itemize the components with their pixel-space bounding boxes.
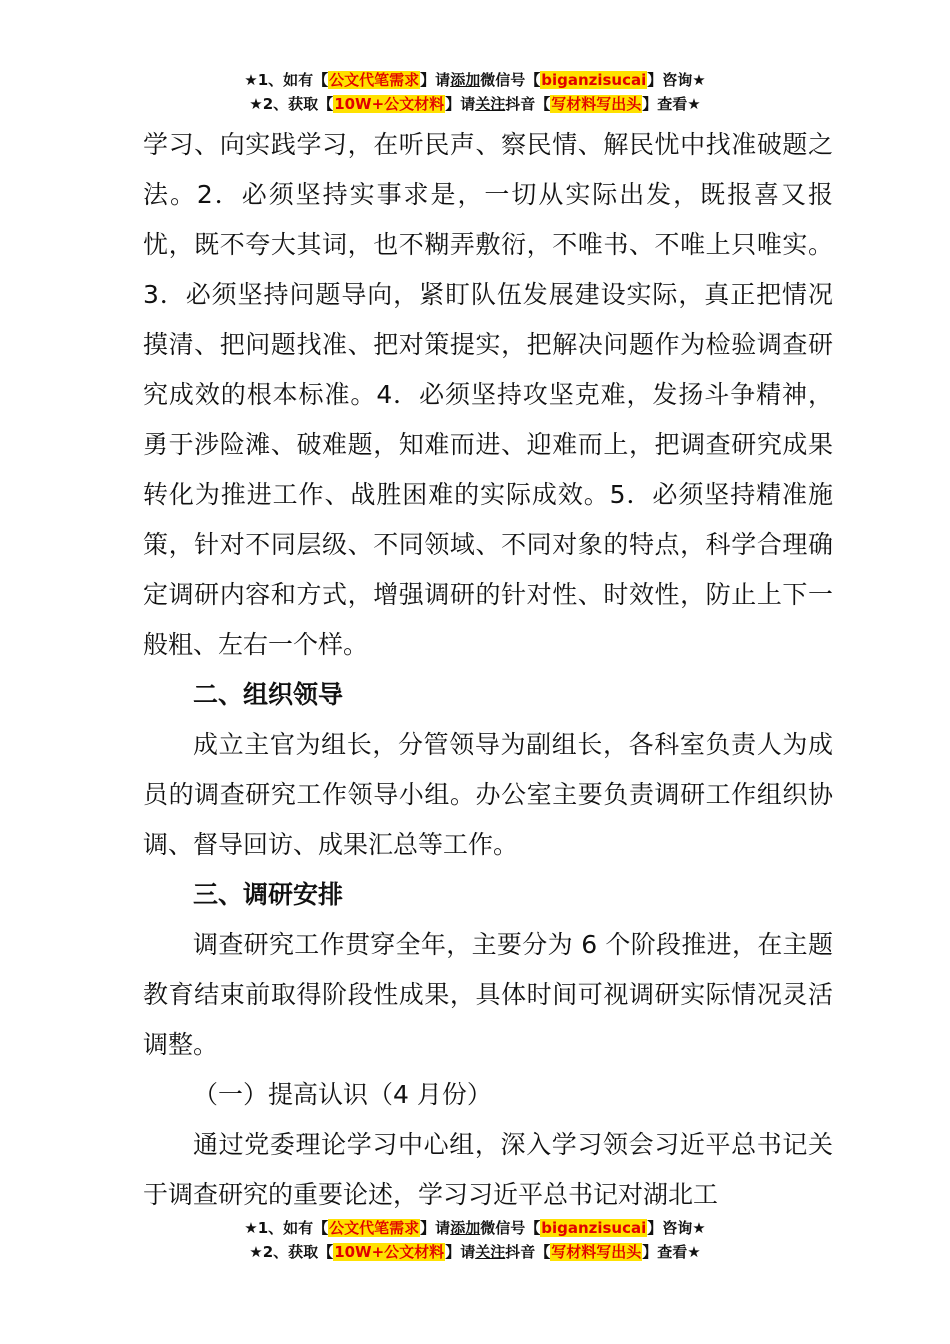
section-heading-organization: 二、组织领导 (193, 680, 344, 709)
promo-underline: 添加 (450, 1219, 481, 1237)
promo-text: 】查看★ (642, 95, 701, 113)
promo-text: 】请 (420, 1219, 451, 1237)
promo-wechat-id: biganzisucai (541, 1219, 647, 1237)
document-body (143, 120, 833, 1220)
promo-wechat-id: biganzisucai (541, 71, 647, 89)
promo-text: 】咨询★ (647, 71, 706, 89)
promo-highlight: 公文代笔需求 (329, 1219, 420, 1237)
promo-text: 】请 (445, 1243, 476, 1261)
promo-line-1 (0, 68, 950, 92)
paragraph-principles: 学习、向实践学习，在听民声、察民情、解民忧中找准破题之法。2．必须坚持实事求是，一切从实际出发，既报喜又报忧，既不夸大其词，也不糊弄敷衍，不唯书、不唯上只唯实。3．必须坚持问题导向，紧盯队伍发展建设实际，真正把情况摸清、把问题找准、把对策提实，把解决问题作为检验调查研究成效的根本标准。4．必须坚持攻坚克难，发扬斗争精神，勇于涉险滩、破难题，知难而进、迎难而上，把调查研究成果转化为推进工作、战胜困难的实际成效。5．必须坚持精准施策，针对不同层级、不同领域、不同对象的特点，科学合理确定调研内容和方式，增强调研的针对性、时效性，防止上下一般粗、左右一个样。 (143, 130, 833, 659)
promo-text: 抖音【 (505, 95, 551, 113)
promo-line-2 (0, 1240, 950, 1264)
promo-douyin-account: 写材料写出头 (551, 95, 642, 113)
promo-text: 】查看★ (642, 1243, 701, 1261)
promo-highlight: 公文代笔需求 (329, 71, 420, 89)
promo-text: ★2、获取【 (249, 95, 334, 113)
promo-underline: 关注 (475, 95, 506, 113)
subheading-awareness: （一）提高认识（4 月份） (193, 1080, 492, 1109)
promo-text: 微信号【 (480, 1219, 541, 1237)
promo-line-2 (0, 92, 950, 116)
paragraph-organization: 成立主官为组长，分管领导为副组长，各科室负责人为成员的调查研究工作领导小组。办公室主要负责调研工作组织协调、督导回访、成果汇总等工作。 (143, 730, 833, 859)
promo-text: ★1、如有【 (244, 1219, 329, 1237)
promo-text: 】咨询★ (647, 1219, 706, 1237)
section-heading-schedule: 三、调研安排 (193, 880, 344, 909)
promo-line-1 (0, 1216, 950, 1240)
promo-text: 】请 (420, 71, 451, 89)
promo-underline: 添加 (450, 71, 481, 89)
bottom-promo-banner (0, 1216, 950, 1264)
promo-text: 微信号【 (480, 71, 541, 89)
promo-underline: 关注 (475, 1243, 506, 1261)
promo-text: ★2、获取【 (249, 1243, 334, 1261)
paragraph-schedule: 调查研究工作贯穿全年，主要分为 6 个阶段推进，在主题教育结束前取得阶段性成果，具体时间可视调研实际情况灵活调整。 (143, 930, 833, 1059)
promo-highlight: 10W+公文材料 (334, 1243, 445, 1261)
top-promo-banner (0, 68, 950, 116)
paragraph-awareness: 通过党委理论学习中心组，深入学习领会习近平总书记关于调查研究的重要论述，学习习近平总书记对湖北工 (143, 1130, 833, 1209)
promo-text: 】请 (445, 95, 476, 113)
promo-highlight: 10W+公文材料 (334, 95, 445, 113)
promo-douyin-account: 写材料写出头 (551, 1243, 642, 1261)
promo-text: ★1、如有【 (244, 71, 329, 89)
promo-text: 抖音【 (505, 1243, 551, 1261)
